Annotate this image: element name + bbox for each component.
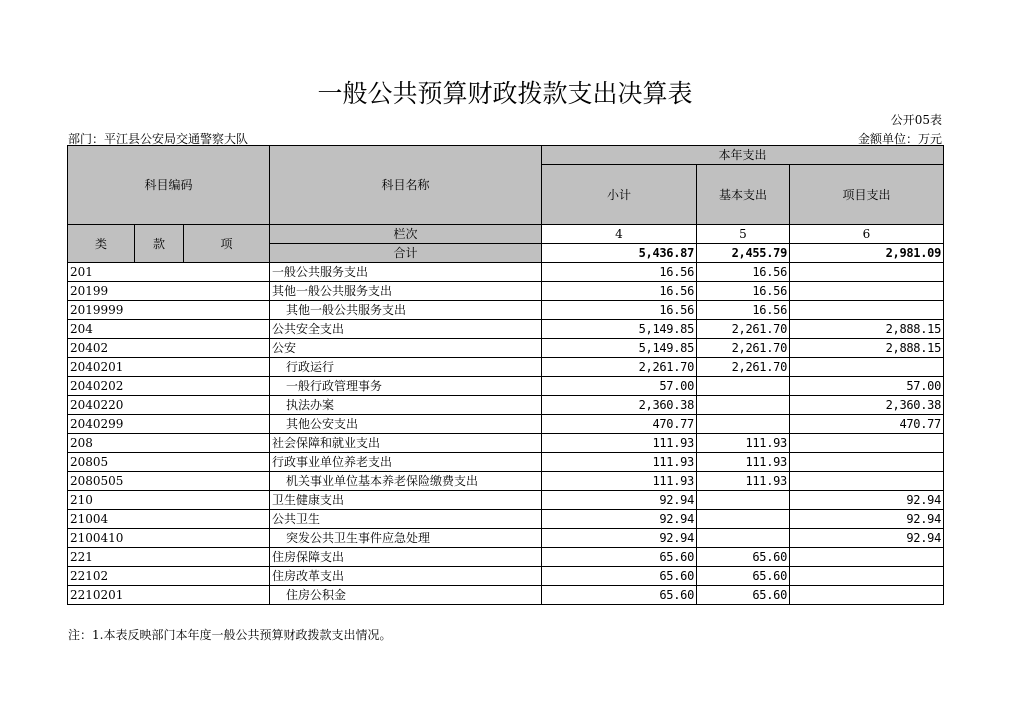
row-basic: 65.60 bbox=[697, 567, 790, 586]
row-project bbox=[790, 548, 944, 567]
row-name: 社会保障和就业支出 bbox=[270, 434, 542, 453]
row-name: 公安 bbox=[270, 339, 542, 358]
row-basic: 2,261.70 bbox=[697, 320, 790, 339]
row-project: 57.00 bbox=[790, 377, 944, 396]
row-subtotal: 65.60 bbox=[542, 586, 697, 605]
table-row bbox=[68, 453, 944, 472]
row-subtotal: 470.77 bbox=[542, 415, 697, 434]
table-row bbox=[68, 358, 944, 377]
row-project: 92.94 bbox=[790, 491, 944, 510]
row-code: 2080505 bbox=[68, 472, 270, 491]
row-name: 其他一般公共服务支出 bbox=[270, 282, 542, 301]
row-code: 201 bbox=[68, 263, 270, 282]
row-project bbox=[790, 301, 944, 320]
table-body bbox=[68, 263, 944, 605]
row-code: 20199 bbox=[68, 282, 270, 301]
row-project: 2,360.38 bbox=[790, 396, 944, 415]
row-project bbox=[790, 263, 944, 282]
row-name: 一般行政管理事务 bbox=[270, 377, 542, 396]
row-basic: 16.56 bbox=[697, 282, 790, 301]
page-title: 一般公共预算财政拨款支出决算表 bbox=[317, 79, 693, 108]
row-basic: 16.56 bbox=[697, 301, 790, 320]
header-code: 科目编码 bbox=[68, 146, 270, 225]
row-code: 208 bbox=[68, 434, 270, 453]
row-basic: 111.93 bbox=[697, 453, 790, 472]
table-row bbox=[68, 548, 944, 567]
header-col4: 4 bbox=[542, 225, 697, 244]
row-basic bbox=[697, 491, 790, 510]
row-basic bbox=[697, 396, 790, 415]
row-code: 20402 bbox=[68, 339, 270, 358]
table-row bbox=[68, 320, 944, 339]
row-subtotal: 111.93 bbox=[542, 434, 697, 453]
row-subtotal: 92.94 bbox=[542, 529, 697, 548]
row-basic: 111.93 bbox=[697, 472, 790, 491]
header-basic: 基本支出 bbox=[697, 165, 790, 225]
row-name: 行政运行 bbox=[270, 358, 542, 377]
row-name: 住房保障支出 bbox=[270, 548, 542, 567]
row-project: 470.77 bbox=[790, 415, 944, 434]
table-row bbox=[68, 415, 944, 434]
row-code: 210 bbox=[68, 491, 270, 510]
row-code: 22102 bbox=[68, 567, 270, 586]
row-subtotal: 111.93 bbox=[542, 472, 697, 491]
row-name: 公共卫生 bbox=[270, 510, 542, 529]
row-name: 一般公共服务支出 bbox=[270, 263, 542, 282]
row-basic: 111.93 bbox=[697, 434, 790, 453]
table-row bbox=[68, 396, 944, 415]
row-name: 行政事业单位养老支出 bbox=[270, 453, 542, 472]
row-project: 2,888.15 bbox=[790, 339, 944, 358]
header-project: 项目支出 bbox=[790, 165, 944, 225]
row-code: 2040201 bbox=[68, 358, 270, 377]
unit-label: 金额单位：万元 bbox=[857, 132, 942, 146]
row-subtotal: 16.56 bbox=[542, 282, 697, 301]
header-name: 科目名称 bbox=[270, 146, 542, 225]
row-code: 2100410 bbox=[68, 529, 270, 548]
row-subtotal: 57.00 bbox=[542, 377, 697, 396]
row-basic bbox=[697, 529, 790, 548]
row-name: 其他一般公共服务支出 bbox=[270, 301, 542, 320]
row-name: 机关事业单位基本养老保险缴费支出 bbox=[270, 472, 542, 491]
header-col5: 5 bbox=[697, 225, 790, 244]
total-project: 2,981.09 bbox=[790, 244, 944, 263]
row-name: 公共安全支出 bbox=[270, 320, 542, 339]
row-code: 2019999 bbox=[68, 301, 270, 320]
header-col6: 6 bbox=[790, 225, 944, 244]
table-row bbox=[68, 282, 944, 301]
row-subtotal: 65.60 bbox=[542, 548, 697, 567]
row-subtotal: 92.94 bbox=[542, 510, 697, 529]
row-project: 2,888.15 bbox=[790, 320, 944, 339]
row-subtotal: 2,261.70 bbox=[542, 358, 697, 377]
form-number: 公开05表 bbox=[890, 113, 942, 127]
table-row bbox=[68, 567, 944, 586]
table-row bbox=[68, 510, 944, 529]
row-code: 2040202 bbox=[68, 377, 270, 396]
row-code: 20805 bbox=[68, 453, 270, 472]
table-row bbox=[68, 434, 944, 453]
footnote: 注：1.本表反映部门本年度一般公共预算财政拨款支出情况。 bbox=[68, 628, 392, 642]
header-column-no: 栏次 bbox=[270, 225, 542, 244]
row-name: 突发公共卫生事件应急处理 bbox=[270, 529, 542, 548]
row-subtotal: 65.60 bbox=[542, 567, 697, 586]
row-project bbox=[790, 358, 944, 377]
row-project bbox=[790, 472, 944, 491]
row-code: 204 bbox=[68, 320, 270, 339]
row-name: 执法办案 bbox=[270, 396, 542, 415]
table-row bbox=[68, 586, 944, 605]
row-basic: 65.60 bbox=[697, 586, 790, 605]
row-subtotal: 16.56 bbox=[542, 301, 697, 320]
header-current-year: 本年支出 bbox=[542, 146, 944, 165]
row-code: 221 bbox=[68, 548, 270, 567]
header-xiang: 项 bbox=[184, 225, 270, 263]
row-project bbox=[790, 282, 944, 301]
row-name: 卫生健康支出 bbox=[270, 491, 542, 510]
row-basic: 65.60 bbox=[697, 548, 790, 567]
row-subtotal: 5,149.85 bbox=[542, 339, 697, 358]
row-code: 21004 bbox=[68, 510, 270, 529]
table-row bbox=[68, 472, 944, 491]
row-basic: 2,261.70 bbox=[697, 339, 790, 358]
total-label: 合计 bbox=[270, 244, 542, 263]
row-name: 其他公安支出 bbox=[270, 415, 542, 434]
table-row bbox=[68, 491, 944, 510]
row-code: 2210201 bbox=[68, 586, 270, 605]
row-code: 2040299 bbox=[68, 415, 270, 434]
row-name: 住房公积金 bbox=[270, 586, 542, 605]
row-project bbox=[790, 567, 944, 586]
row-basic: 16.56 bbox=[697, 263, 790, 282]
row-subtotal: 2,360.38 bbox=[542, 396, 697, 415]
department-label: 部门：平江县公安局交通警察大队 bbox=[68, 132, 249, 146]
table-row bbox=[68, 263, 944, 282]
header-subtotal: 小计 bbox=[542, 165, 697, 225]
row-subtotal: 92.94 bbox=[542, 491, 697, 510]
row-project: 92.94 bbox=[790, 510, 944, 529]
row-subtotal: 5,149.85 bbox=[542, 320, 697, 339]
table-row bbox=[68, 339, 944, 358]
row-basic bbox=[697, 415, 790, 434]
row-basic bbox=[697, 510, 790, 529]
row-project bbox=[790, 586, 944, 605]
row-code: 2040220 bbox=[68, 396, 270, 415]
row-name: 住房改革支出 bbox=[270, 567, 542, 586]
row-subtotal: 111.93 bbox=[542, 453, 697, 472]
row-basic bbox=[697, 377, 790, 396]
table-row bbox=[68, 529, 944, 548]
table-row bbox=[68, 301, 944, 320]
row-basic: 2,261.70 bbox=[697, 358, 790, 377]
row-project bbox=[790, 434, 944, 453]
header-lei: 类 bbox=[68, 225, 135, 263]
row-subtotal: 16.56 bbox=[542, 263, 697, 282]
row-project: 92.94 bbox=[790, 529, 944, 548]
total-subtotal: 5,436.87 bbox=[542, 244, 697, 263]
header-kuan: 款 bbox=[135, 225, 184, 263]
table-row bbox=[68, 377, 944, 396]
expenditure-table bbox=[67, 145, 944, 605]
row-project bbox=[790, 453, 944, 472]
total-basic: 2,455.79 bbox=[697, 244, 790, 263]
